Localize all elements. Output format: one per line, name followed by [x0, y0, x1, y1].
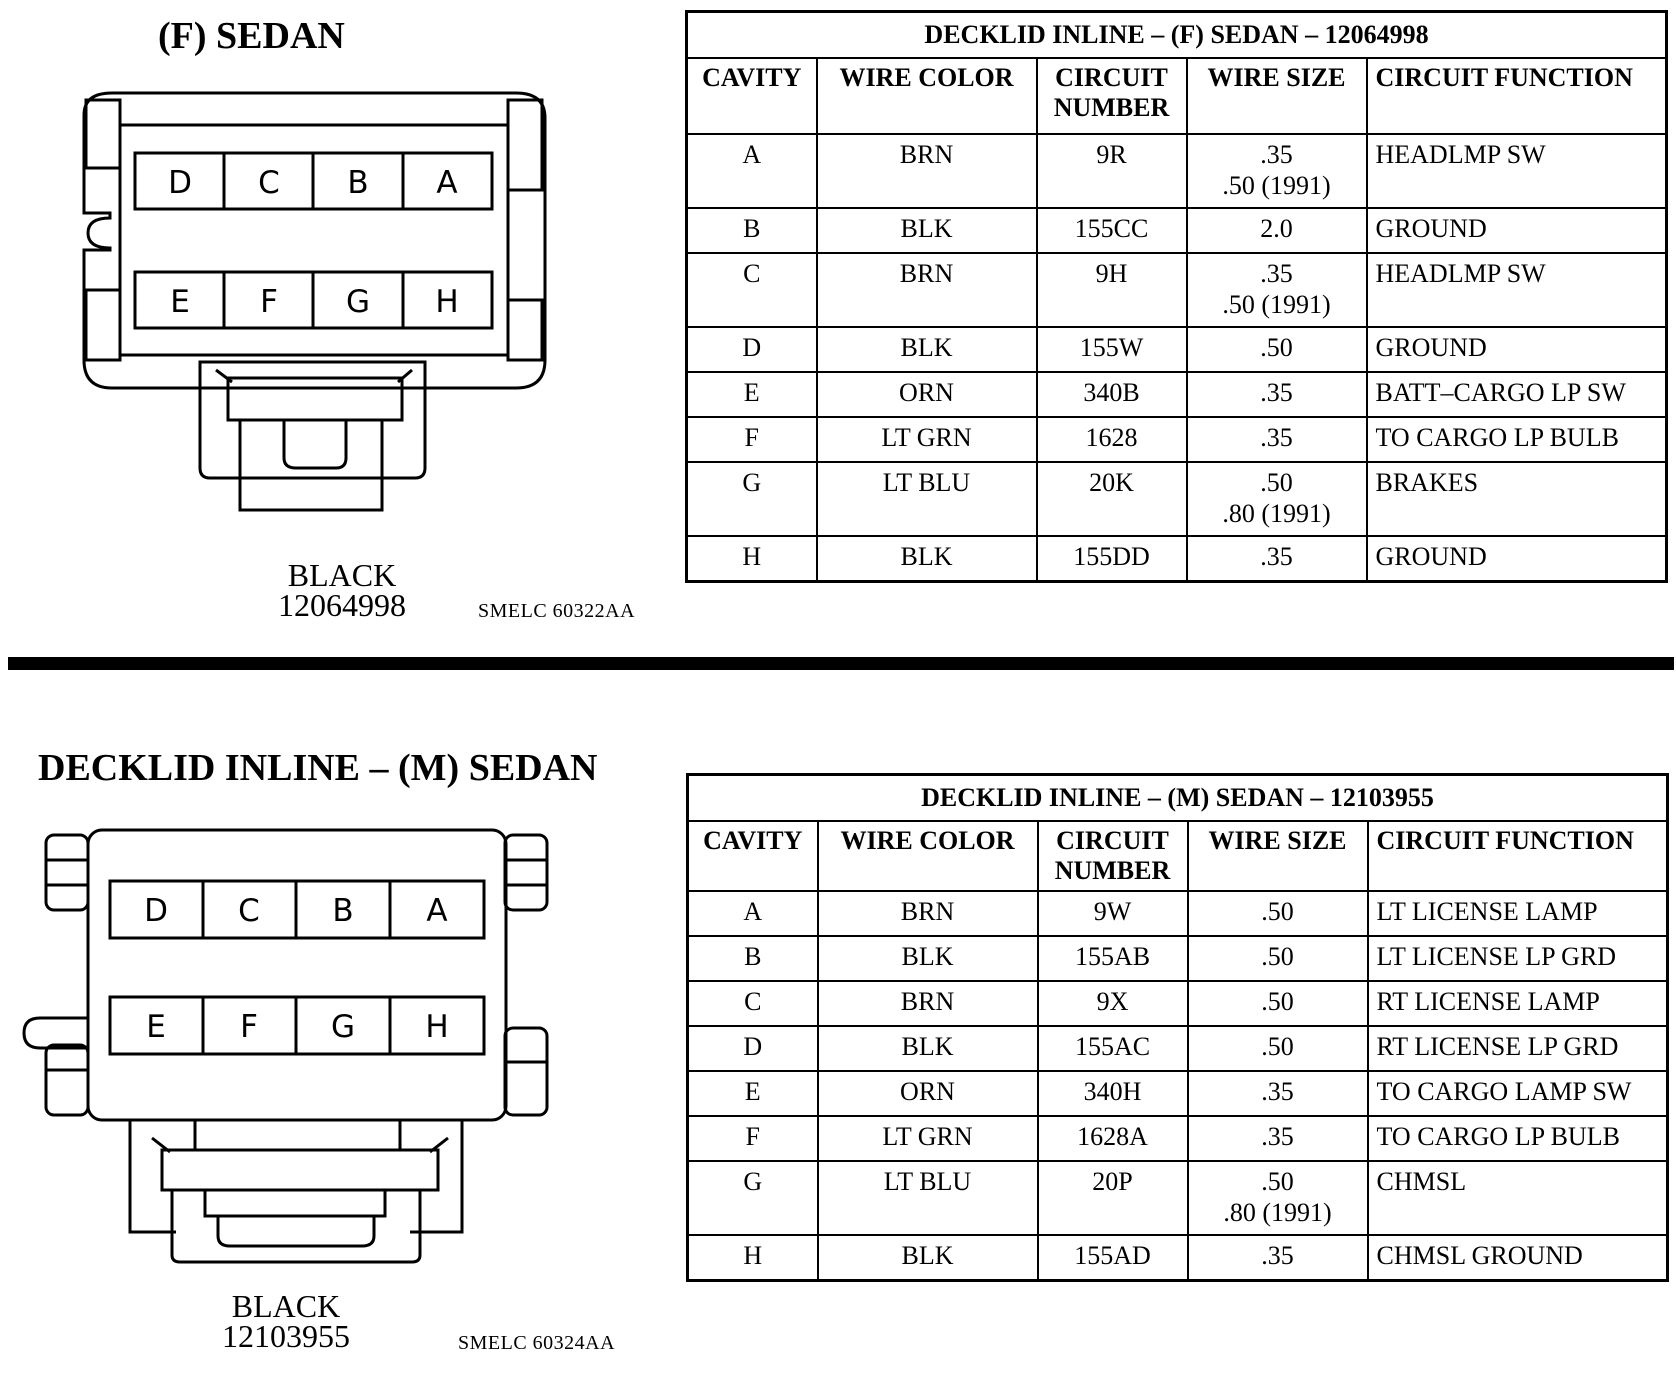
table-row: [688, 1026, 1668, 1071]
wire-color-cell: BLK: [817, 208, 1037, 253]
wire-size-value: .35: [1260, 542, 1293, 571]
bottom-cavity-label: A: [426, 893, 448, 929]
wire-size-value: .50: [1261, 942, 1294, 971]
bottom-connector-caption: [176, 1288, 396, 1354]
wire-size-cell: [1187, 253, 1367, 327]
column-header: CAVITY: [688, 821, 818, 891]
cavity-cell: G: [687, 462, 817, 536]
top-cavity-label: H: [435, 284, 459, 320]
bottom-cavity-label: H: [425, 1009, 449, 1045]
wire-size-cell: [1187, 327, 1367, 372]
wire-size-value: .50: [1261, 987, 1294, 1016]
cavity-cell: C: [688, 981, 818, 1026]
circuit-number-cell: 1628: [1037, 417, 1187, 462]
wire-size-cell: [1188, 1161, 1368, 1235]
wire-size-cell: [1188, 1116, 1368, 1161]
table-row: [687, 417, 1667, 462]
wire-size-value: .35: [1260, 423, 1293, 452]
table-row: [687, 253, 1667, 327]
circuit-number-cell: 1628A: [1038, 1116, 1188, 1161]
table-row: [687, 462, 1667, 536]
circuit-function-cell: RT LICENSE LP GRD: [1368, 1026, 1668, 1071]
cavity-cell: E: [688, 1071, 818, 1116]
circuit-number-cell: 155AD: [1038, 1235, 1188, 1280]
table-row: [687, 372, 1667, 417]
table-row: [688, 1161, 1668, 1235]
circuit-function-cell: BRAKES: [1367, 462, 1667, 536]
wire-size-cell: [1187, 208, 1367, 253]
table-row: [687, 134, 1667, 208]
connector-color: BLACK: [287, 557, 397, 593]
circuit-function-cell: RT LICENSE LAMP: [1368, 981, 1668, 1026]
top-cavity-label: A: [436, 165, 458, 201]
wire-color-cell: BLK: [818, 1235, 1038, 1280]
wire-size-value: .35: [1261, 1077, 1294, 1106]
table-row: [688, 1071, 1668, 1116]
bottom-cavity-label: F: [240, 1009, 258, 1045]
bottom-connector-heading: DECKLID INLINE – (M) SEDAN: [38, 747, 598, 789]
bottom-cavity-label: D: [144, 893, 168, 929]
column-header: CAVITY: [687, 58, 817, 134]
wire-color-cell: LT GRN: [817, 417, 1037, 462]
table-row: [687, 327, 1667, 372]
circuit-function-cell: CHMSL GROUND: [1368, 1235, 1668, 1280]
column-header: CIRCUIT FUNCTION: [1368, 821, 1668, 891]
circuit-number-cell: 20P: [1038, 1161, 1188, 1235]
top-connector-diagram: [0, 0, 560, 520]
table-row: [688, 1116, 1668, 1161]
wire-color-cell: BLK: [818, 1026, 1038, 1071]
circuit-number-cell: 155CC: [1037, 208, 1187, 253]
top-cavity-label: C: [258, 165, 280, 201]
table-title: DECKLID INLINE – (F) SEDAN – 12064998: [687, 12, 1667, 59]
column-header: CIRCUIT NUMBER: [1038, 821, 1188, 891]
wire-size-value: .35: [1260, 259, 1293, 288]
circuit-function-cell: BATT–CARGO LP SW: [1367, 372, 1667, 417]
bottom-cavity-label: E: [146, 1009, 166, 1045]
wire-size-value: .35: [1261, 1241, 1294, 1270]
wire-size-cell: [1187, 462, 1367, 536]
wire-size-value: .50 (1991): [1222, 290, 1331, 319]
circuit-function-cell: LT LICENSE LP GRD: [1368, 936, 1668, 981]
circuit-number-cell: 340B: [1037, 372, 1187, 417]
bottom-pinout-table: [686, 773, 1669, 1282]
cavity-cell: A: [687, 134, 817, 208]
circuit-number-cell: 155W: [1037, 327, 1187, 372]
top-cavity-label: G: [345, 284, 371, 320]
top-connector-heading: (F) SEDAN: [158, 15, 345, 57]
cavity-cell: H: [688, 1235, 818, 1280]
wire-color-cell: BLK: [817, 327, 1037, 372]
circuit-number-cell: 9X: [1038, 981, 1188, 1026]
connector-part-number: 12103955: [222, 1318, 350, 1354]
column-header: WIRE COLOR: [817, 58, 1037, 134]
wire-size-value: .50: [1261, 1167, 1294, 1196]
wire-color-cell: LT BLU: [817, 462, 1037, 536]
section-divider: [8, 657, 1674, 670]
cavity-cell: F: [687, 417, 817, 462]
wire-size-value: .35: [1260, 378, 1293, 407]
bottom-cavity-label: G: [330, 1009, 356, 1045]
wire-size-cell: [1187, 372, 1367, 417]
wire-size-value: .50: [1261, 897, 1294, 926]
wire-size-value: .50: [1260, 468, 1293, 497]
wire-size-value: .50: [1261, 1032, 1294, 1061]
circuit-function-cell: TO CARGO LP BULB: [1368, 1116, 1668, 1161]
bottom-cavity-label: B: [332, 893, 354, 929]
column-header: CIRCUIT FUNCTION: [1367, 58, 1667, 134]
wire-size-value: .35: [1261, 1122, 1294, 1151]
circuit-number-cell: 340H: [1038, 1071, 1188, 1116]
circuit-number-cell: 9R: [1037, 134, 1187, 208]
wire-size-cell: [1188, 1071, 1368, 1116]
bottom-drawing-code: SMELC 60324AA: [458, 1332, 616, 1354]
wire-size-value: .50 (1991): [1222, 171, 1331, 200]
cavity-cell: B: [687, 208, 817, 253]
top-connector-caption: [232, 557, 452, 623]
cavity-cell: G: [688, 1161, 818, 1235]
top-cavity-label: D: [168, 165, 192, 201]
top-cavity-label: F: [260, 284, 278, 320]
table-row: [688, 936, 1668, 981]
cavity-cell: A: [688, 891, 818, 936]
cavity-cell: D: [687, 327, 817, 372]
wire-color-cell: BLK: [818, 936, 1038, 981]
wire-size-cell: [1188, 1026, 1368, 1071]
column-header: WIRE SIZE: [1187, 58, 1367, 134]
circuit-function-cell: GROUND: [1367, 327, 1667, 372]
wire-size-cell: [1188, 981, 1368, 1026]
cavity-cell: H: [687, 536, 817, 581]
circuit-function-cell: HEADLMP SW: [1367, 253, 1667, 327]
column-header: CIRCUIT NUMBER: [1037, 58, 1187, 134]
wire-size-cell: [1187, 134, 1367, 208]
wire-color-cell: ORN: [817, 372, 1037, 417]
circuit-function-cell: TO CARGO LP BULB: [1367, 417, 1667, 462]
circuit-function-cell: GROUND: [1367, 208, 1667, 253]
wire-size-cell: [1187, 417, 1367, 462]
circuit-number-cell: 9H: [1037, 253, 1187, 327]
column-header: WIRE COLOR: [818, 821, 1038, 891]
table-row: [688, 981, 1668, 1026]
wire-color-cell: BRN: [818, 891, 1038, 936]
wire-size-value: .80 (1991): [1223, 1198, 1332, 1227]
table-row: [688, 891, 1668, 936]
wire-color-cell: BRN: [817, 253, 1037, 327]
cavity-cell: F: [688, 1116, 818, 1161]
top-pinout-table: [685, 10, 1668, 583]
circuit-number-cell: 20K: [1037, 462, 1187, 536]
table-row: [687, 208, 1667, 253]
table-row: [688, 1235, 1668, 1280]
circuit-function-cell: GROUND: [1367, 536, 1667, 581]
top-drawing-code: SMELC 60322AA: [478, 600, 636, 622]
circuit-function-cell: LT LICENSE LAMP: [1368, 891, 1668, 936]
circuit-number-cell: 155AB: [1038, 936, 1188, 981]
circuit-number-cell: 9W: [1038, 891, 1188, 936]
wire-size-cell: [1187, 536, 1367, 581]
wire-size-value: .50: [1260, 333, 1293, 362]
wire-size-cell: [1188, 936, 1368, 981]
top-cavity-label: E: [170, 284, 190, 320]
wire-size-cell: [1188, 1235, 1368, 1280]
cavity-cell: B: [688, 936, 818, 981]
cavity-cell: E: [687, 372, 817, 417]
wire-size-value: 2.0: [1260, 214, 1293, 243]
circuit-function-cell: CHMSL: [1368, 1161, 1668, 1235]
wire-color-cell: BRN: [818, 981, 1038, 1026]
wire-size-value: .80 (1991): [1222, 499, 1331, 528]
wire-size-cell: [1188, 891, 1368, 936]
wire-color-cell: LT BLU: [818, 1161, 1038, 1235]
circuit-number-cell: 155DD: [1037, 536, 1187, 581]
wire-size-value: .35: [1260, 140, 1293, 169]
circuit-function-cell: TO CARGO LAMP SW: [1368, 1071, 1668, 1116]
connector-color: BLACK: [231, 1288, 341, 1324]
top-cavity-label: B: [347, 165, 369, 201]
bottom-cavity-label: C: [238, 893, 260, 929]
cavity-cell: C: [687, 253, 817, 327]
circuit-number-cell: 155AC: [1038, 1026, 1188, 1071]
table-row: [687, 536, 1667, 581]
wire-color-cell: BLK: [817, 536, 1037, 581]
cavity-cell: D: [688, 1026, 818, 1071]
connector-part-number: 12064998: [278, 587, 406, 623]
bottom-connector-diagram: [0, 800, 580, 1270]
circuit-function-cell: HEADLMP SW: [1367, 134, 1667, 208]
column-header: WIRE SIZE: [1188, 821, 1368, 891]
wire-color-cell: LT GRN: [818, 1116, 1038, 1161]
wire-color-cell: BRN: [817, 134, 1037, 208]
wire-color-cell: ORN: [818, 1071, 1038, 1116]
table-title: DECKLID INLINE – (M) SEDAN – 12103955: [688, 775, 1668, 822]
